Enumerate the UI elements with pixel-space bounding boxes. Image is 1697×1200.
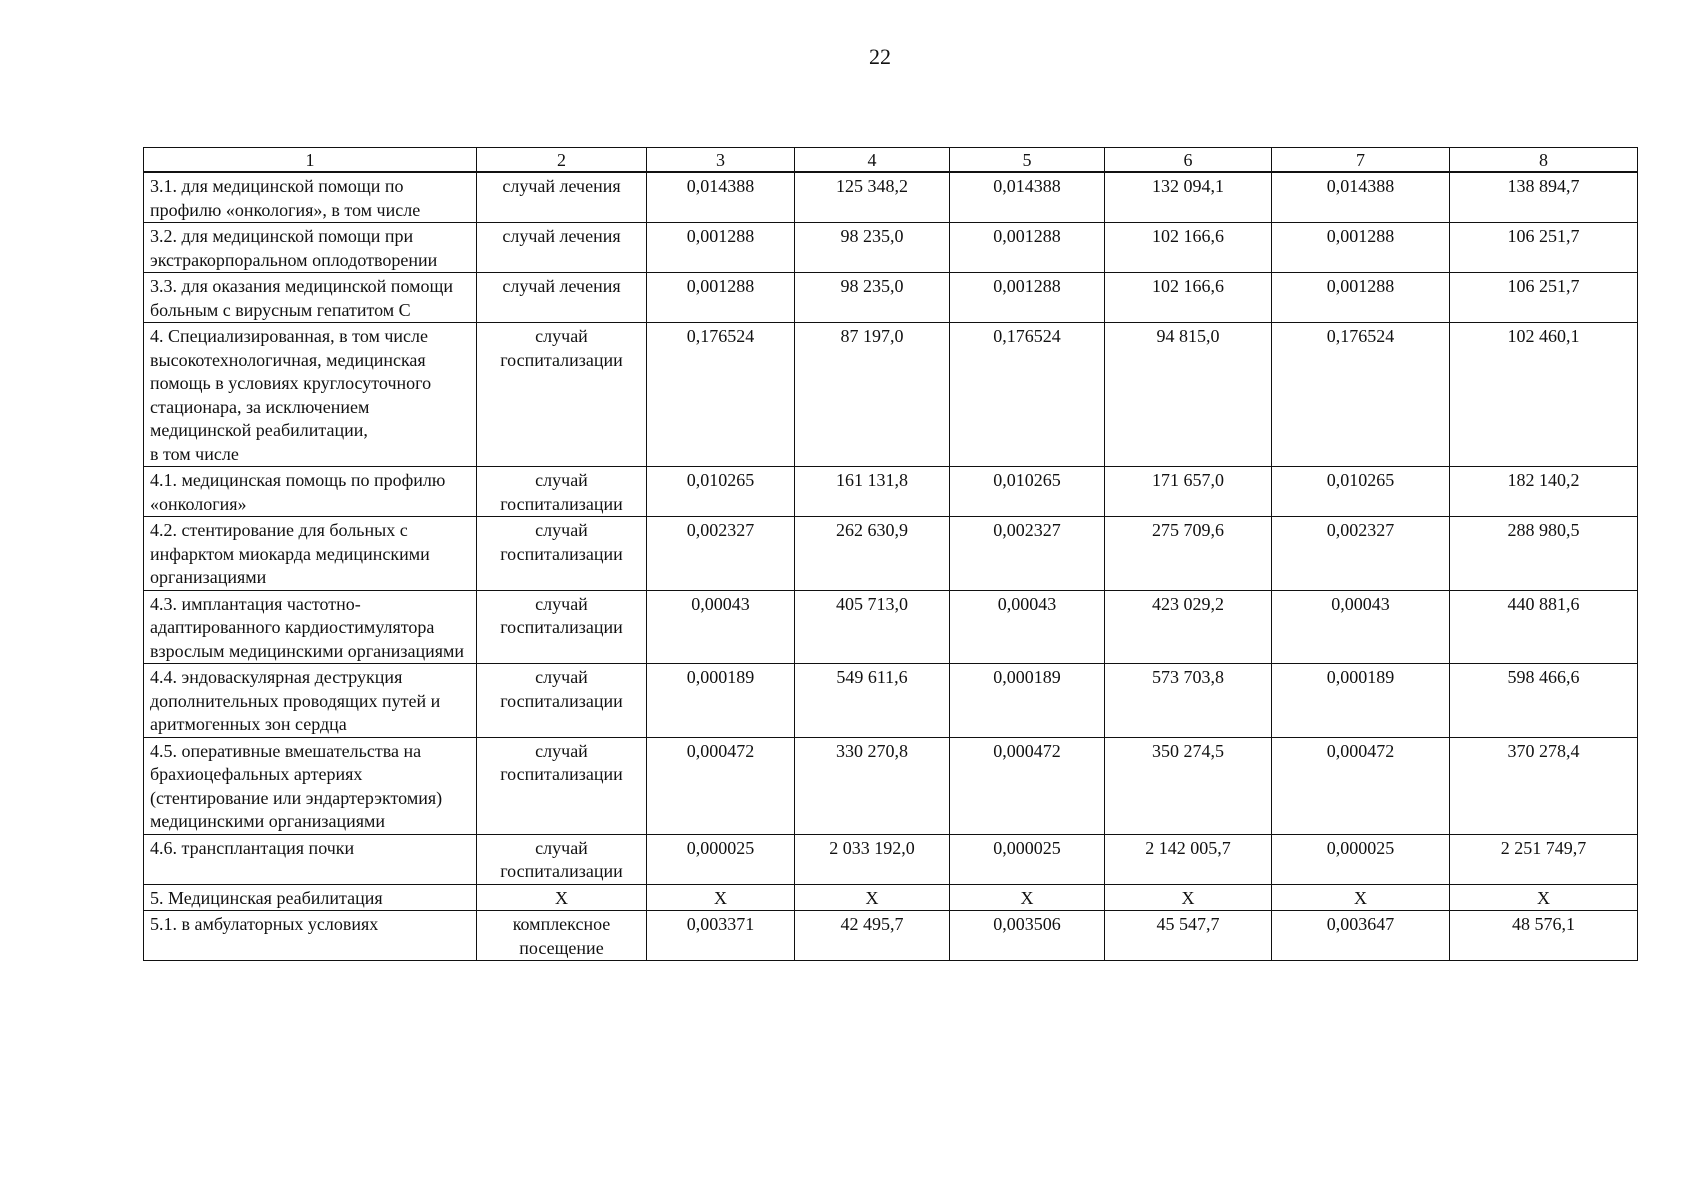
value-cell: 573 703,8 (1105, 664, 1272, 738)
value-cell: 182 140,2 (1450, 467, 1638, 517)
table-row (144, 590, 1638, 664)
value-cell: 0,001288 (950, 223, 1105, 273)
value-cell: 0,000025 (950, 834, 1105, 884)
value-cell: Х (647, 884, 795, 911)
table-row (144, 834, 1638, 884)
table-row (144, 737, 1638, 834)
page-number: 22 (869, 44, 891, 69)
row-unit-cell: Х (477, 884, 647, 911)
table-row (144, 517, 1638, 591)
value-cell: 2 251 749,7 (1450, 834, 1638, 884)
row-unit-cell: случай госпитализации (477, 590, 647, 664)
value-cell: 262 630,9 (795, 517, 950, 591)
value-cell: 102 166,6 (1105, 273, 1272, 323)
row-unit-cell: комплексное посещение (477, 911, 647, 961)
row-name-cell: 5.1. в амбулаторных условиях (144, 911, 477, 961)
value-cell: 405 713,0 (795, 590, 950, 664)
value-cell: 423 029,2 (1105, 590, 1272, 664)
value-cell: 330 270,8 (795, 737, 950, 834)
row-unit-cell: случай госпитализации (477, 834, 647, 884)
value-cell: 598 466,6 (1450, 664, 1638, 738)
value-cell: 0,010265 (647, 467, 795, 517)
value-cell: 0,003647 (1272, 911, 1450, 961)
row-unit-cell: случай лечения (477, 223, 647, 273)
table-row (144, 467, 1638, 517)
value-cell: 0,001288 (950, 273, 1105, 323)
value-cell: 2 142 005,7 (1105, 834, 1272, 884)
value-cell: 48 576,1 (1450, 911, 1638, 961)
value-cell: 0,010265 (1272, 467, 1450, 517)
row-name-cell: 4. Специализированная, в том числе высокотехнологичная, медицинская помощь в условиях круглосуточного стационара, за исключением медицинской реабилитации, в том числе (144, 323, 477, 467)
table-row (144, 664, 1638, 738)
value-cell: 288 980,5 (1450, 517, 1638, 591)
value-cell: 138 894,7 (1450, 172, 1638, 223)
value-cell: Х (1450, 884, 1638, 911)
row-unit-cell: случай госпитализации (477, 323, 647, 467)
value-cell: Х (1272, 884, 1450, 911)
value-cell: 0,003506 (950, 911, 1105, 961)
value-cell: 0,010265 (950, 467, 1105, 517)
data-table (143, 147, 1638, 961)
value-cell: Х (795, 884, 950, 911)
value-cell: Х (950, 884, 1105, 911)
value-cell: 440 881,6 (1450, 590, 1638, 664)
row-name-cell: 5. Медицинская реабилитация (144, 884, 477, 911)
value-cell: 102 460,1 (1450, 323, 1638, 467)
header-cell: 4 (795, 148, 950, 173)
value-cell: 0,176524 (647, 323, 795, 467)
value-cell: 0,001288 (1272, 223, 1450, 273)
value-cell: 0,000472 (950, 737, 1105, 834)
row-name-cell: 4.2. стентирование для больных с инфарктом миокарда медицинскими организациями (144, 517, 477, 591)
table-row (144, 223, 1638, 273)
row-name-cell: 4.3. имплантация частотно-адаптированного кардиостимулятора взрослым медицинскими организациями (144, 590, 477, 664)
value-cell: 0,000025 (647, 834, 795, 884)
value-cell: 0,014388 (647, 172, 795, 223)
table-row (144, 273, 1638, 323)
header-cell: 1 (144, 148, 477, 173)
row-name-cell: 4.1. медицинская помощь по профилю «онкология» (144, 467, 477, 517)
table-header-row (144, 148, 1638, 173)
value-cell: 94 815,0 (1105, 323, 1272, 467)
value-cell: 275 709,6 (1105, 517, 1272, 591)
value-cell: 0,000472 (1272, 737, 1450, 834)
row-unit-cell: случай госпитализации (477, 517, 647, 591)
value-cell: 45 547,7 (1105, 911, 1272, 961)
header-cell: 2 (477, 148, 647, 173)
value-cell: 0,002327 (950, 517, 1105, 591)
value-cell: 0,001288 (647, 273, 795, 323)
value-cell: 0,001288 (647, 223, 795, 273)
row-name-cell: 3.3. для оказания медицинской помощи больным с вирусным гепатитом С (144, 273, 477, 323)
row-unit-cell: случай госпитализации (477, 467, 647, 517)
value-cell: 98 235,0 (795, 273, 950, 323)
value-cell: 350 274,5 (1105, 737, 1272, 834)
table-row (144, 323, 1638, 467)
header-cell: 5 (950, 148, 1105, 173)
header-cell: 3 (647, 148, 795, 173)
value-cell: 370 278,4 (1450, 737, 1638, 834)
value-cell: 125 348,2 (795, 172, 950, 223)
value-cell: 0,00043 (950, 590, 1105, 664)
value-cell: 42 495,7 (795, 911, 950, 961)
value-cell: 161 131,8 (795, 467, 950, 517)
value-cell: 0,00043 (1272, 590, 1450, 664)
row-name-cell: 3.1. для медицинской помощи по профилю «онкология», в том числе (144, 172, 477, 223)
row-unit-cell: случай лечения (477, 172, 647, 223)
value-cell: 549 611,6 (795, 664, 950, 738)
value-cell: 102 166,6 (1105, 223, 1272, 273)
row-unit-cell: случай госпитализации (477, 737, 647, 834)
header-cell: 7 (1272, 148, 1450, 173)
value-cell: 171 657,0 (1105, 467, 1272, 517)
value-cell: 0,003371 (647, 911, 795, 961)
value-cell: 0,000189 (1272, 664, 1450, 738)
row-name-cell: 4.5. оперативные вмешательства на брахиоцефальных артериях (стентирование или эндартерэктомия) медицинскими организациями (144, 737, 477, 834)
value-cell: 0,176524 (1272, 323, 1450, 467)
row-unit-cell: случай лечения (477, 273, 647, 323)
row-name-cell: 4.4. эндоваскулярная деструкция дополнительных проводящих путей и аритмогенных зон сердца (144, 664, 477, 738)
row-name-cell: 4.6. трансплантация почки (144, 834, 477, 884)
value-cell: 98 235,0 (795, 223, 950, 273)
value-cell: 0,001288 (1272, 273, 1450, 323)
value-cell: 106 251,7 (1450, 223, 1638, 273)
value-cell: 0,002327 (1272, 517, 1450, 591)
value-cell: 0,000472 (647, 737, 795, 834)
value-cell: 0,014388 (1272, 172, 1450, 223)
header-cell: 8 (1450, 148, 1638, 173)
table-row (144, 172, 1638, 223)
value-cell: 0,002327 (647, 517, 795, 591)
value-cell: 0,000189 (950, 664, 1105, 738)
value-cell: 0,000025 (1272, 834, 1450, 884)
table-row (144, 884, 1638, 911)
value-cell: 87 197,0 (795, 323, 950, 467)
value-cell: 2 033 192,0 (795, 834, 950, 884)
value-cell: 0,000189 (647, 664, 795, 738)
row-unit-cell: случай госпитализации (477, 664, 647, 738)
value-cell: 0,176524 (950, 323, 1105, 467)
value-cell: 0,014388 (950, 172, 1105, 223)
value-cell: 132 094,1 (1105, 172, 1272, 223)
value-cell: Х (1105, 884, 1272, 911)
value-cell: 0,00043 (647, 590, 795, 664)
row-name-cell: 3.2. для медицинской помощи при экстракорпоральном оплодотворении (144, 223, 477, 273)
value-cell: 106 251,7 (1450, 273, 1638, 323)
table-row (144, 911, 1638, 961)
header-cell: 6 (1105, 148, 1272, 173)
